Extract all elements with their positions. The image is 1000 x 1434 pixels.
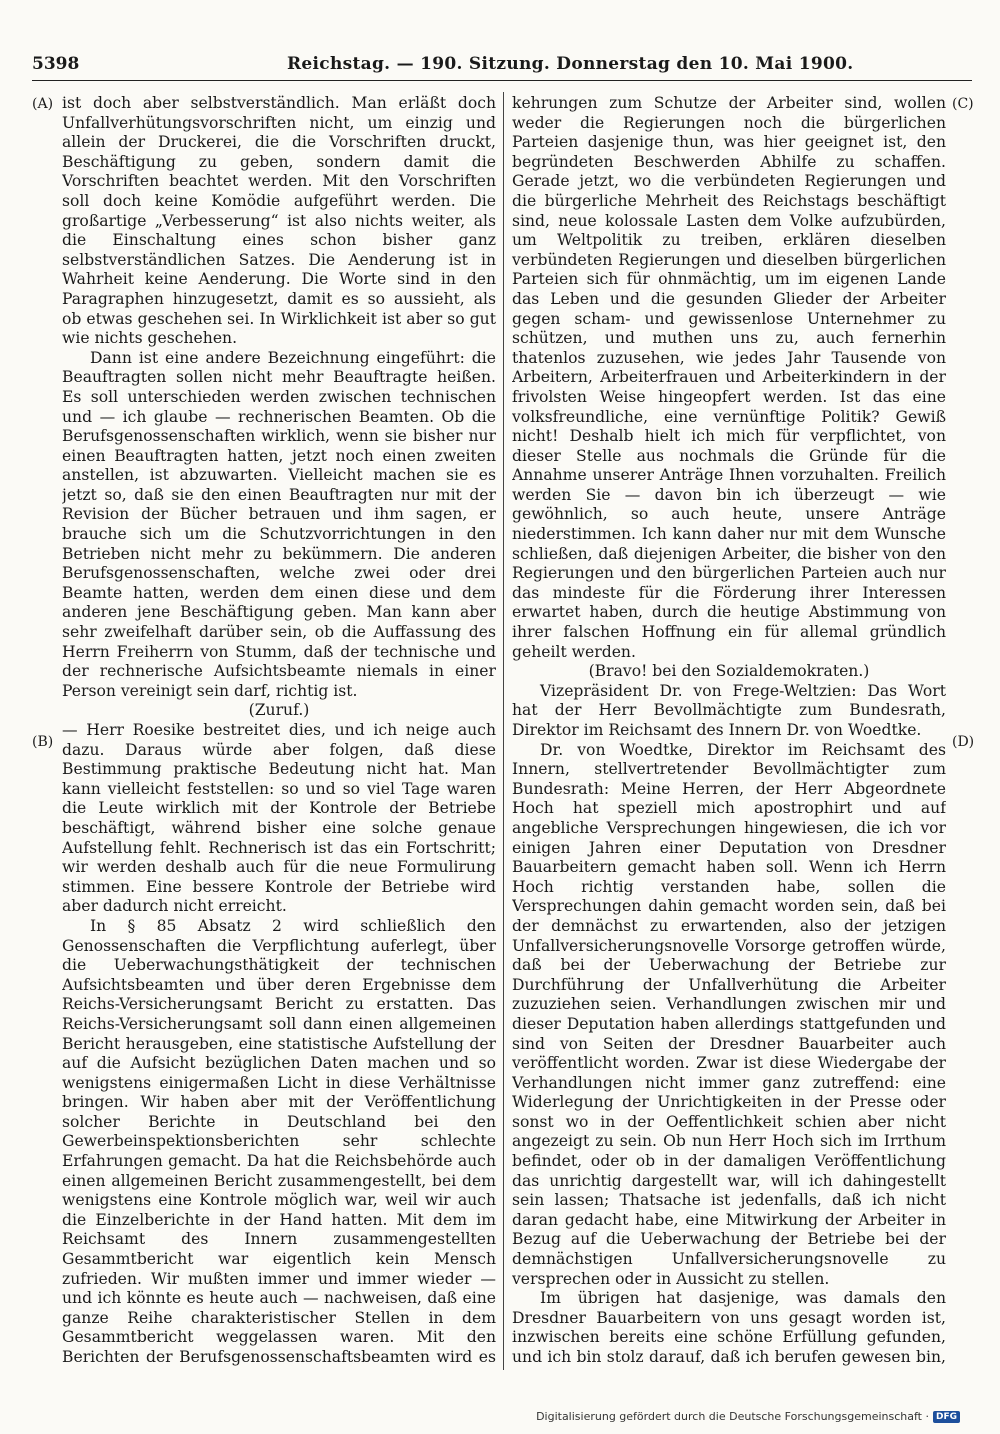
margin-marker-c: (C) (952, 96, 974, 112)
paragraph: Im übrigen hat dasjenige, was damals den Dresdner Bauarbeitern von uns gesagt worden ist, inzwischen bereits eine schöne Erfüllung gefunden, und ich bin stolz darauf, daß ich berufen gewesen bin, (512, 1289, 946, 1366)
header-rule (32, 80, 972, 81)
footer-credit: Digitalisierung gefördert durch die Deutsche Forschungsgemeinschaft · (536, 1410, 929, 1423)
dfg-logo: DFG (933, 1411, 960, 1423)
margin-marker-b: (B) (32, 734, 54, 750)
page-number: 5398 (32, 54, 80, 74)
paragraph: — Herr Roesike bestreitet dies, und ich neige auch dazu. Daraus würde aber folgen, daß diese Bestimmung praktische Bedeutung nicht hat. Man kann vielleicht feststellen: so und so viel Tage waren die Leute wirklich mit der Kontrole der Betriebe beschäftigt, während bisher eine solche genaue Aufstellung fehlt. Rechnerisch ist das ein Fortschritt; wir werden deshalb auch für die neue Formulirung stimmen. Eine bessere Kontrole der Betriebe wird aber dadurch nicht erreicht. (62, 721, 496, 916)
running-title: Reichstag. — 190. Sitzung. Donnerstag den 10. Mai 1900. (287, 54, 854, 74)
right-column (512, 94, 946, 1366)
paragraph: (Zuruf.) (248, 701, 310, 720)
left-column (62, 94, 496, 1366)
paragraph: Dann ist eine andere Bezeichnung eingeführt: die Beauftragten sollen nicht mehr Beauftragte heißen. Es soll unterschieden werden zwischen technischen und — ich glaube — rechnerischen Beamten. Ob die Berufsgenossenschaften wirklich, wenn sie bisher nur einen Beauftragten hatten, jetzt noch einen zweiten anstellen, ist abzuwarten. Vielleicht machen sie es jetzt so, daß sie den einen Beauftragten nur mit der Revision der Bücher betrauen und ihm sagen, er brauche sich um die Schutzvorrichtungen in den Betrieben nicht mehr zu bekümmern. Die anderen Berufsgenossenschaften, welche zwei oder drei Beamte hatten, werden dem einen diese und dem anderen jene Beschäftigung geben. Man kann aber sehr zweifelhaft darüber sein, ob die Auffassung des Herrn Freiherrn von Stumm, daß der technische und der rechnerische Aufsichtsbeamte niemals in einer Person vereinigt sein darf, richtig ist. (62, 348, 496, 700)
paragraph: Dr. von Woedtke, Direktor im Reichsamt des Innern, stellvertretender Bevollmächtigter zum Bundesrath: Meine Herren, der Herr Abgeordnete Hoch hat speziell mich apostrophirt und auf angebliche Versprechungen hingewiesen, die ich vor einigen Jahren einer Deputation von Dresdner Bauarbeitern gemacht haben soll. Wenn ich Herrn Hoch richtig verstanden habe, sollen die Versprechungen dahin gemacht worden sein, daß bei der demnächst zu erwartenden, also der jetzigen Unfallversicherungsnovelle Vorsorge getroffen würde, daß bei der Ueberwachung der Betriebe zur Durchführung der Unfallverhütung die Arbeiter zuzuziehen seien. Verhandlungen zwischen mir und dieser Deputation haben allerdings stattgefunden und sind von Seiten der Dresdner Bauarbeiter auch veröffentlicht worden. Zwar ist diese Wiedergabe der Verhandlungen nicht immer ganz zutreffend: eine Widerlegung der Unrichtigkeiten in der Presse oder sonst wo in der Oeffentlichkeit schien aber nicht angezeigt zu sein. Ob nun Herr Hoch sich im Irrthum befindet, oder ob in der damaligen Veröffentlichung das unrichtig dargestellt war, will ich dahingestellt sein lassen; Thatsache ist jedenfalls, daß ich nicht daran gedacht habe, eine Mitwirkung der Arbeiter in Bezug auf die Ueberwachung der Betriebe bei der demnächstigen Unfallversicherungsnovelle zu versprechen oder in Aussicht zu stellen. (512, 740, 946, 1288)
paragraph: kehrungen zum Schutze der Arbeiter sind, wollen weder die Regierungen noch die bürgerlichen Parteien dasjenige thun, was hier geeignet ist, den begründeten Beschwerden Abhilfe zu schaffen. Gerade jetzt, wo die verbündeten Regierungen und die bürgerliche Mehrheit des Reichstags beschäftigt sind, neue kolossale Lasten dem Volke aufzubürden, um Weltpolitik zu treiben, erklären dieselben verbündeten Regierungen und dieselben bürgerlichen Parteien sich für ohnmächtig, um im eigenen Lande das Leben und die gesunden Glieder der Arbeiter gegen scham- und gewissenlose Unternehmer zu schützen, und muthen uns zu, auch fernerhin thatenlos zuzusehen, wie jedes Jahr Tausende von Arbeitern, Arbeiterfrauen und Arbeiterkindern in der frivolsten Weise hingeopfert werden. Ist das eine volksfreundliche, eine vernünftige Politik? Gewiß nicht! Deshalb hielt ich mich für verpflichtet, von dieser Stelle aus nochmals die Gründe für die Annahme unserer Anträge Ihnen vorzuhalten. Freilich werden Sie — davon bin ich überzeugt — wie gewöhnlich, so auch heute, unsere Anträge niederstimmen. Ich kann daher nur mit dem Wunsche schließen, daß diejenigen Arbeiter, die bisher von den Regierungen und den bürgerlichen Parteien auch nur das mindeste für die Förderung ihrer Interessen erwartet haben, durch die heutige Abstimmung von ihrer falschen Hoffnung ein für allemal gründlich geheilt werden. (512, 94, 946, 661)
paragraph: (Bravo! bei den Sozialdemokraten.) (588, 662, 870, 681)
column-divider (503, 92, 504, 1370)
paragraph: ist doch aber selbstverständlich. Man erläßt doch Unfallverhütungsvorschriften nicht, um einzig und allein der Druckerei, die die Vorschriften druckt, Beschäftigung zu geben, sondern damit die Vorschriften beachtet werden. Mit den Vorschriften soll doch keine Komödie aufgeführt werden. Die großartige „Verbesserung“ ist also nichts weiter, als die Einschaltung eines schon bisher ganz selbstverständlichen Satzes. Die Aenderung ist in Wahrheit keine Aenderung. Die Worte sind in den Paragraphen hinzugesetzt, damit es so aussieht, als ob etwas geschehen sei. In Wirklichkeit ist aber so gut wie nichts geschehen. (62, 94, 496, 348)
margin-marker-a: (A) (32, 96, 54, 112)
margin-marker-d: (D) (952, 734, 975, 750)
paragraph: In § 85 Absatz 2 wird schließlich den Genossenschaften die Verpflichtung auferlegt, über die Ueberwachungsthätigkeit der technischen Aufsichtsbeamten und über deren Ergebnisse dem Reichs-Versicherungsamt Bericht zu erstatten. Das Reichs-Versicherungsamt soll dann einen allgemeinen Bericht herausgeben, eine statistische Aufstellung der auf die Aufsicht bezüglichen Daten machen und so wenigstens einigermaßen Licht in diese Verhältnisse bringen. Wir haben aber mit der Veröffentlichung solcher Berichte in Deutschland bei den Gewerbeinspektionsberichten sehr schlechte Erfahrungen gemacht. Da hat die Reichsbehörde auch einen allgemeinen Bericht zusammengestellt, bei dem wenigstens eine Kontrole möglich war, weil wir auch die Einzelberichte in der Hand hatten. Mit dem im Reichsamt des Innern zusammengestellten Gesammtbericht war eigentlich kein Mensch zufrieden. Wir mußten immer und immer wieder — und ich könnte es heute auch — nachweisen, daß eine ganze Reihe charakteristischer Stellen in dem Gesammtbericht weggelassen waren. Mit den Berichten der Berufsgenossenschaftsbeamten wird es (62, 916, 496, 1366)
paragraph: Vizepräsident Dr. von Frege-Weltzien: Das Wort hat der Herr Bevollmächtigte zum Bundesrath, Direktor im Reichsamt des Innern Dr. von Woedtke. (512, 681, 946, 739)
footer (536, 1410, 960, 1423)
page-header (32, 52, 972, 78)
